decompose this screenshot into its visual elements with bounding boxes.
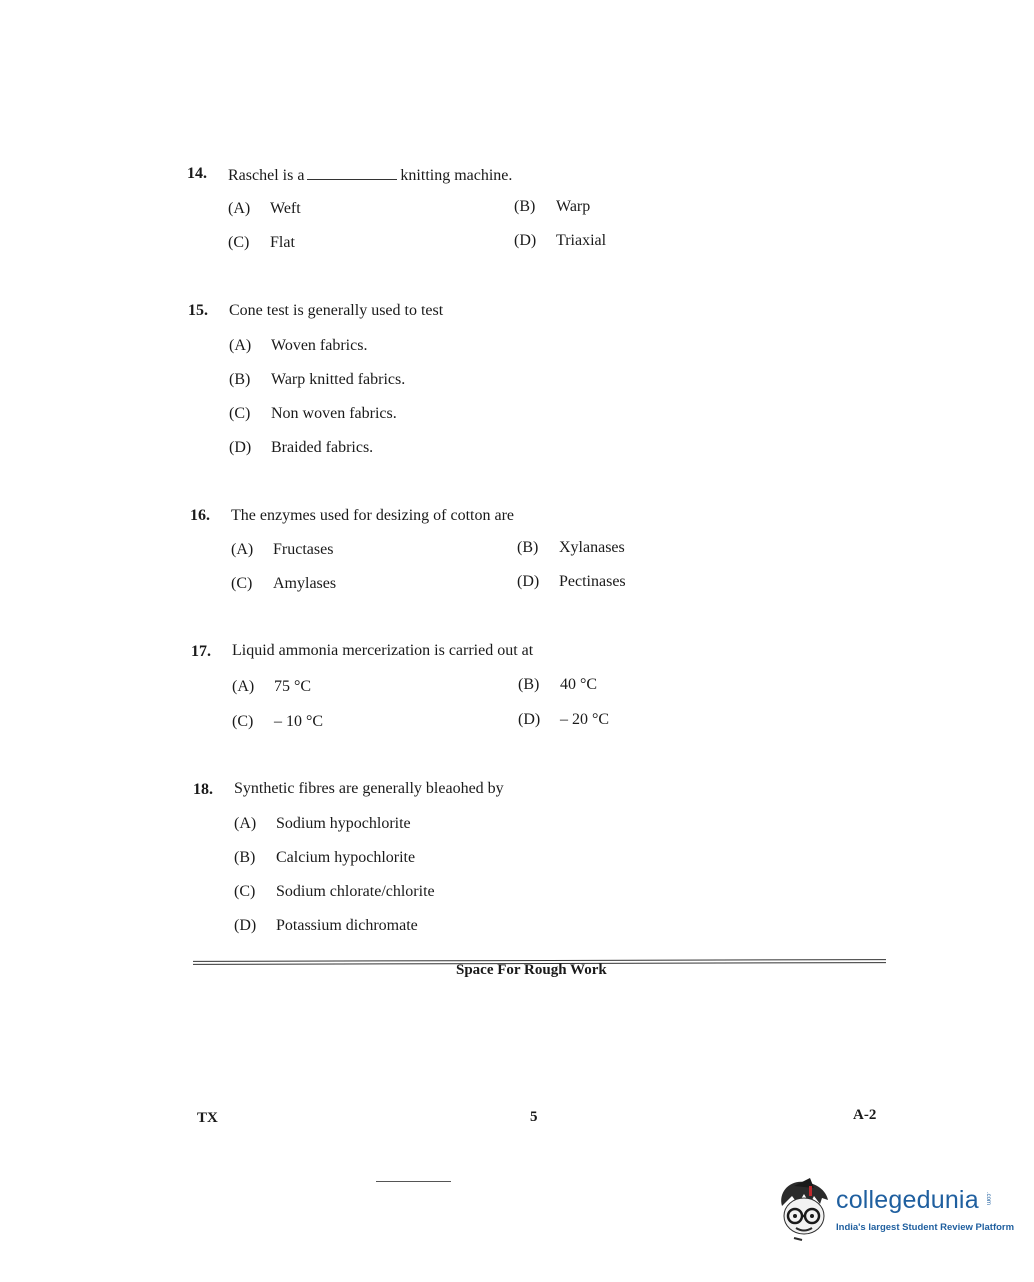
- mascot-icon: [776, 1178, 834, 1242]
- footer-short-rule: [376, 1181, 451, 1182]
- footer-subject-code: TX: [197, 1110, 218, 1126]
- page-number: 5: [530, 1109, 538, 1125]
- footer-series: A-2: [853, 1107, 877, 1123]
- option-a: (A) Fructases: [231, 541, 334, 558]
- logo-wordmark: collegedunia: [836, 1186, 979, 1214]
- question-text: The enzymes used for desizing of cotton are: [231, 507, 515, 524]
- question-text-before: Raschel is a: [228, 167, 305, 184]
- question-number: 18.: [193, 781, 213, 798]
- option-d: (D) – 20 °C: [518, 711, 610, 728]
- option-a: (A) Weft: [228, 200, 301, 217]
- question-number: 17.: [191, 643, 211, 660]
- question-text: [228, 165, 512, 185]
- question-text-after: knitting machine.: [400, 167, 513, 184]
- option-d: (D) Pectinases: [517, 573, 626, 590]
- logo-domain-suffix: .com: [985, 1192, 991, 1206]
- collegedunia-logo: [776, 1178, 1015, 1242]
- question-text: Liquid ammonia mercerization is carried out at: [232, 642, 534, 659]
- option-c: (C) – 10 °C: [232, 713, 324, 730]
- question-number: 15.: [188, 302, 208, 319]
- option-c: (C) Non woven fabrics.: [229, 405, 397, 422]
- question-number: 14.: [187, 165, 207, 182]
- option-b: (B) Calcium hypochlorite: [234, 849, 416, 866]
- option-c: (C) Amylases: [231, 575, 337, 592]
- question-text: Cone test is generally used to test: [229, 302, 444, 319]
- rough-work-label: Space For Rough Work: [456, 962, 607, 978]
- option-c: (C) Flat: [228, 234, 295, 251]
- option-b: (B) Warp: [514, 198, 591, 215]
- option-d: (D) Potassium dichromate: [234, 917, 418, 934]
- option-b: (B) Warp knitted fabrics.: [229, 371, 406, 388]
- option-c: (C) Sodium chlorate/chlorite: [234, 883, 435, 900]
- question-text: Synthetic fibres are generally bleaohed by: [234, 780, 504, 797]
- option-a: (A) Sodium hypochlorite: [234, 815, 411, 832]
- question-number: 16.: [190, 507, 210, 524]
- option-b: (B) 40 °C: [518, 676, 598, 693]
- option-a: (A) Woven fabrics.: [229, 337, 368, 354]
- option-d: (D) Braided fabrics.: [229, 439, 374, 456]
- option-d: (D) Triaxial: [514, 232, 607, 249]
- answer-blank: [307, 165, 397, 180]
- logo-tagline: India's largest Student Review Platform: [836, 1222, 1015, 1233]
- option-a: (A) 75 °C: [232, 678, 312, 695]
- option-b: (B) Xylanases: [517, 539, 625, 556]
